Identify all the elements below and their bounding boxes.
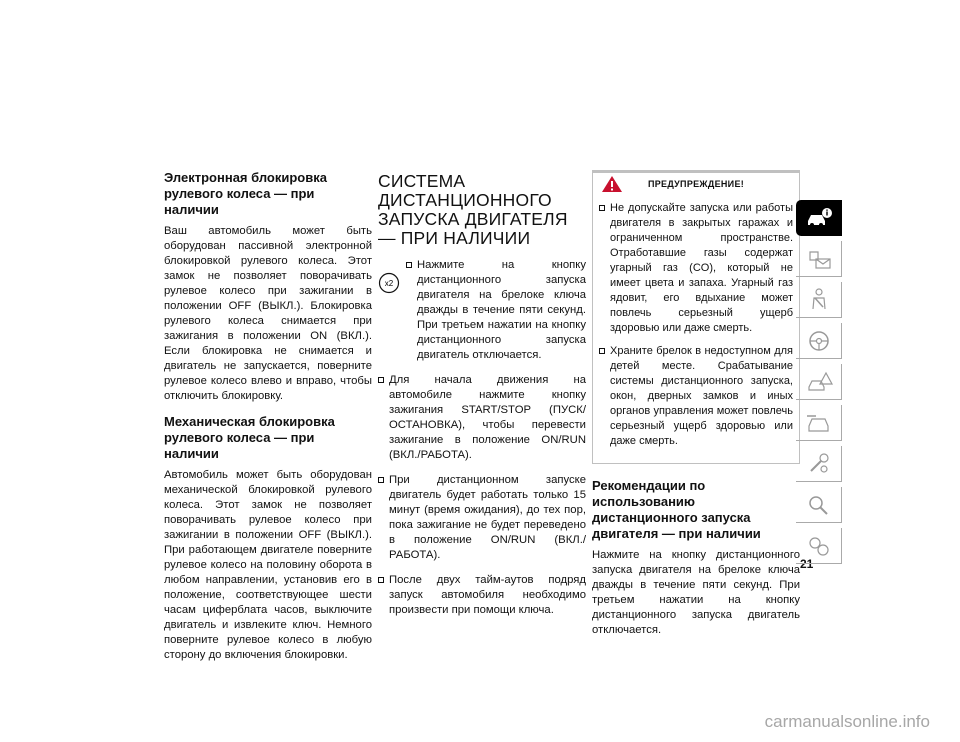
warning-header xyxy=(599,173,793,195)
search-icon xyxy=(804,492,834,518)
tab-specifications[interactable] xyxy=(796,446,842,482)
middle-column xyxy=(378,170,586,628)
remote-start-instruction xyxy=(378,258,586,373)
warning-title: ПРЕДУПРЕЖДЕНИЕ! xyxy=(647,179,745,189)
warning-car-icon xyxy=(804,369,834,395)
chapter-tabs xyxy=(796,200,842,569)
page-number: 21 xyxy=(800,557,814,571)
section-heading-mechanical-lock: Механическая блокировка рулевого колеса — при наличии xyxy=(164,414,335,461)
car-service-icon xyxy=(804,410,834,436)
list-item: Для начала движения на автомобиле нажмите кнопку зажигания START/STOP (ПУСК/ОСТАНОВКА), чтобы перевести зажигание в положение ON/RUN (ВКЛ./РАБОТА). xyxy=(378,373,586,463)
double-press-icon xyxy=(378,272,400,294)
list-item: Храните брелок в недоступном для детей месте. Срабатывание системы дистанционного запуска, окон, дверных замков и иных органов управления может повлечь серьезный ущерб здоровью или даже смерть. xyxy=(599,344,793,449)
bullet-square-icon xyxy=(599,348,605,354)
language-icon xyxy=(804,533,834,559)
tab-emergency[interactable] xyxy=(796,364,842,400)
section-heading-electronic-lock: Электронная блокировка рулевого колеса — при наличии xyxy=(164,170,327,217)
list-item: Нажмите на кнопку дистанционного запуска двигателя на брелоке ключа дважды в течение пяти секунд. При третьем нажатии на кнопку дистанционного запуска двигатель отключается. xyxy=(406,258,586,363)
paragraph-electronic-lock: Ваш автомобиль может быть оборудован пассивной электронной блокировкой рулевого колеса. Этот замок не позволяет поворачивать рулевое колесо при зажигании в положении OFF (ВЫКЛ.). Блокировка рулевого колеса снимается при зажигания в положении ON (ВКЛ.). Если блокировка не снимается и двигатель не запускается, поверните рулевое колесо влево и вправо, чтобы отключить блокировку. xyxy=(164,225,372,402)
tab-mail[interactable] xyxy=(796,241,842,277)
paragraph-recommendations: Нажмите на кнопку дистанционного запуска двигателя на брелоке ключа дважды в течение пяти секунд. При третьем нажатии на кнопку дистанционного запуска двигатель отключается. xyxy=(592,549,800,636)
page-title: СИСТЕМА ДИСТАНЦИОННОГО ЗАПУСКА ДВИГАТЕЛЯ — ПРИ НАЛИЧИИ xyxy=(378,171,568,248)
bullet-square-icon xyxy=(599,205,605,211)
section-heading-recommendations: Рекомендации по использованию дистанционного запуска двигателя — при наличии xyxy=(592,478,761,541)
left-column xyxy=(164,170,372,673)
footer-watermark: carmanualsonline.info xyxy=(764,712,930,731)
steering-wheel-icon xyxy=(804,328,834,354)
bullet-square-icon xyxy=(378,577,384,583)
tab-safety[interactable] xyxy=(796,282,842,318)
list-item: При дистанционном запуске двигатель будет работать только 15 минут (время ожидания), до тех пор, пока зажигание не будет переведено в положение ON/RUN (ВКЛ./РАБОТА). xyxy=(378,473,586,563)
tab-driving[interactable] xyxy=(796,323,842,359)
warning-box xyxy=(592,170,800,464)
list-item: Не допускайте запуска или работы двигателя в закрытых гаражах и ограниченном пространстве. Отработавшие газы содержат угарный газ (CO), который не имеет цвета и запаха. Угарный газ ядовит, его вдыхание может повлечь серьезный ущерб здоровью или даже смерть. xyxy=(599,201,793,336)
tools-icon xyxy=(804,451,834,477)
x2-label: x2 xyxy=(384,279,394,288)
list-item: После двух тайм-аутов подряд запуск автомобиля необходимо произвести при помощи ключа. xyxy=(378,573,586,618)
tab-index[interactable] xyxy=(796,487,842,523)
tab-car-info[interactable] xyxy=(796,200,842,236)
mail-icon xyxy=(804,246,834,272)
bullet-square-icon xyxy=(378,377,384,383)
right-column xyxy=(592,170,800,648)
warning-triangle-icon xyxy=(601,175,623,193)
tab-service[interactable] xyxy=(796,405,842,441)
bullet-square-icon xyxy=(378,477,384,483)
car-info-icon xyxy=(804,205,834,231)
seatbelt-icon xyxy=(804,287,834,313)
paragraph-mechanical-lock: Автомобиль может быть оборудован механической блокировкой рулевого колеса. Этот замок не позволяет поворачивать рулевое колесо при зажигании в положении OFF (ВЫКЛ.). При работающем двигателе поверните рулевое колесо на половину оборота в любом направлении, установив его в положение, соответствующее шести часам циферблата часов, выключите двигатель и извлеките ключ. Немного поверните рулевое колесо в любую сторону до включения блокировки. xyxy=(164,469,372,661)
tab-languages[interactable] xyxy=(796,528,842,564)
bullet-square-icon xyxy=(406,262,412,268)
